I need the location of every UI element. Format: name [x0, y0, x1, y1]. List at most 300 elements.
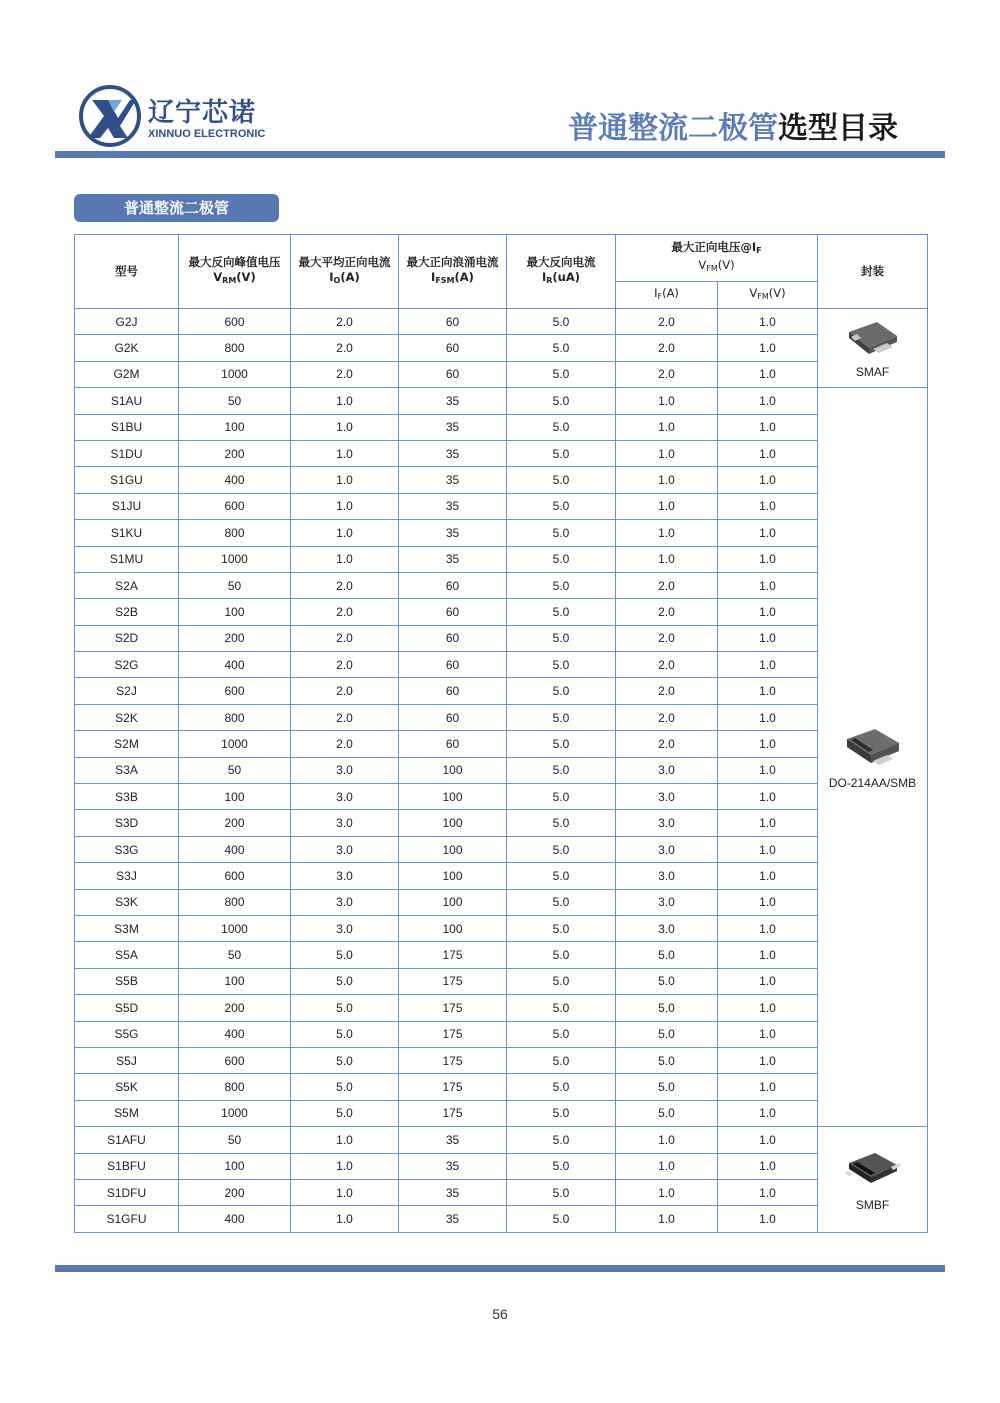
cell-model: S2K — [75, 704, 179, 730]
cell-ifsm: 100 — [399, 863, 507, 889]
header-ir — [507, 235, 616, 309]
cell-io: 3.0 — [291, 836, 399, 862]
cell-io: 2.0 — [291, 309, 399, 335]
table-row — [75, 1100, 928, 1126]
cell-ifsm: 175 — [399, 942, 507, 968]
cell-vrm: 200 — [179, 995, 291, 1021]
cell-model: S3G — [75, 836, 179, 862]
cell-vfm: 1.0 — [718, 678, 818, 704]
table-row — [75, 810, 928, 836]
header-vfm — [718, 282, 818, 309]
cell-io: 2.0 — [291, 704, 399, 730]
cell-vfm: 1.0 — [718, 309, 818, 335]
table-row — [75, 572, 928, 598]
cell-ir: 5.0 — [507, 704, 616, 730]
cell-ifsm: 100 — [399, 915, 507, 941]
header-io — [291, 235, 399, 309]
cell-vrm: 1000 — [179, 361, 291, 387]
cell-ir: 5.0 — [507, 757, 616, 783]
brand-name-en: XINNUO ELECTRONIC — [148, 128, 266, 140]
cell-model: S5A — [75, 942, 179, 968]
cell-if: 3.0 — [616, 863, 718, 889]
header-model: 型号 — [75, 235, 179, 309]
cell-if: 1.0 — [616, 1153, 718, 1179]
cell-ir: 5.0 — [507, 836, 616, 862]
cell-ifsm: 175 — [399, 1021, 507, 1047]
cell-if: 2.0 — [616, 572, 718, 598]
cell-vfm: 1.0 — [718, 915, 818, 941]
table-row — [75, 335, 928, 361]
cell-if: 3.0 — [616, 757, 718, 783]
header-ifsm-label: 最大正向浪涌电流 — [406, 255, 499, 269]
cell-vrm: 1000 — [179, 546, 291, 572]
cell-io: 1.0 — [291, 1153, 399, 1179]
cell-io: 1.0 — [291, 467, 399, 493]
cell-vfm: 1.0 — [718, 889, 818, 915]
header-ifsm-sym: I — [431, 270, 436, 284]
cell-vfm: 1.0 — [718, 731, 818, 757]
cell-vfm: 1.0 — [718, 572, 818, 598]
cell-vfm: 1.0 — [718, 414, 818, 440]
header-vrm-sub: RM — [222, 276, 237, 285]
package-label: SMBF — [855, 1197, 890, 1212]
cell-vrm: 800 — [179, 335, 291, 361]
table-row — [75, 995, 928, 1021]
cell-ifsm: 100 — [399, 810, 507, 836]
cell-ir: 5.0 — [507, 361, 616, 387]
cell-io: 2.0 — [291, 335, 399, 361]
cell-vfm: 1.0 — [718, 784, 818, 810]
cell-if: 2.0 — [616, 361, 718, 387]
cell-vfm: 1.0 — [718, 810, 818, 836]
cell-ifsm: 175 — [399, 1074, 507, 1100]
cell-vfm: 1.0 — [718, 335, 818, 361]
cell-ifsm: 60 — [399, 599, 507, 625]
cell-io: 5.0 — [291, 1021, 399, 1047]
cell-vrm: 50 — [179, 942, 291, 968]
cell-ir: 5.0 — [507, 863, 616, 889]
table-row — [75, 546, 928, 572]
cell-vrm: 800 — [179, 1074, 291, 1100]
cell-if: 5.0 — [616, 1021, 718, 1047]
cell-io: 3.0 — [291, 784, 399, 810]
cell-ifsm: 35 — [399, 520, 507, 546]
header-ifsm-symbol — [399, 270, 506, 288]
cell-vrm: 100 — [179, 414, 291, 440]
catalog-title-suffix: 选型目录 — [778, 111, 898, 146]
cell-model: S1BFU — [75, 1153, 179, 1179]
cell-if: 3.0 — [616, 784, 718, 810]
smaf-package-icon — [818, 318, 927, 361]
table-row — [75, 836, 928, 862]
cell-io: 2.0 — [291, 731, 399, 757]
smb-package-icon — [818, 725, 927, 772]
footer-divider — [55, 1265, 945, 1272]
cell-ir: 5.0 — [507, 520, 616, 546]
cell-ir: 5.0 — [507, 625, 616, 651]
cell-model: S1DU — [75, 440, 179, 466]
cell-io: 2.0 — [291, 625, 399, 651]
cell-model: S1BU — [75, 414, 179, 440]
cell-vfm: 1.0 — [718, 995, 818, 1021]
table-row — [75, 704, 928, 730]
cell-ir: 5.0 — [507, 467, 616, 493]
cell-ir: 5.0 — [507, 1153, 616, 1179]
table-row — [75, 968, 928, 994]
cell-ir: 5.0 — [507, 1179, 616, 1205]
cell-vrm: 600 — [179, 493, 291, 519]
cell-io: 3.0 — [291, 863, 399, 889]
cell-if: 2.0 — [616, 678, 718, 704]
cell-io: 1.0 — [291, 1127, 399, 1153]
cell-ifsm: 60 — [399, 572, 507, 598]
cell-ir: 5.0 — [507, 731, 616, 757]
cell-model: S2J — [75, 678, 179, 704]
cell-model: S3B — [75, 784, 179, 810]
page-number: 56 — [492, 1306, 508, 1322]
cell-if: 3.0 — [616, 889, 718, 915]
header-vrm-sym: V — [213, 270, 223, 284]
cell-vfm: 1.0 — [718, 942, 818, 968]
header-vf-sym: V — [698, 258, 707, 272]
cell-if: 2.0 — [616, 335, 718, 361]
cell-ifsm: 100 — [399, 757, 507, 783]
cell-vfm: 1.0 — [718, 757, 818, 783]
cell-if: 5.0 — [616, 968, 718, 994]
cell-model: S1KU — [75, 520, 179, 546]
cell-vfm: 1.0 — [718, 836, 818, 862]
cell-vrm: 400 — [179, 836, 291, 862]
header-io-unit: (A) — [340, 270, 360, 284]
cell-io: 3.0 — [291, 757, 399, 783]
cell-ir: 5.0 — [507, 388, 616, 414]
cell-ifsm: 60 — [399, 704, 507, 730]
header-vf-unit: (V) — [717, 258, 735, 272]
cell-ir: 5.0 — [507, 889, 616, 915]
table-row — [75, 678, 928, 704]
cell-model: S1GU — [75, 467, 179, 493]
cell-io: 1.0 — [291, 520, 399, 546]
cell-ir: 5.0 — [507, 995, 616, 1021]
cell-io: 1.0 — [291, 546, 399, 572]
cell-if: 1.0 — [616, 546, 718, 572]
header-vf-label-text: 最大正向电压@I — [671, 240, 757, 254]
package-label: SMAF — [855, 364, 890, 379]
smbf-package-icon — [818, 1147, 927, 1194]
header-vrm — [179, 235, 291, 309]
cell-if: 1.0 — [616, 414, 718, 440]
table-row — [75, 1153, 928, 1179]
cell-model: S3J — [75, 863, 179, 889]
header-divider — [55, 151, 945, 158]
cell-model: S5J — [75, 1047, 179, 1073]
header-ir-sub: R — [546, 276, 553, 285]
cell-vrm: 600 — [179, 309, 291, 335]
table-row — [75, 731, 928, 757]
cell-vrm: 800 — [179, 520, 291, 546]
cell-vfm: 1.0 — [718, 1179, 818, 1205]
cell-io: 5.0 — [291, 942, 399, 968]
cell-vfm: 1.0 — [718, 968, 818, 994]
cell-if: 5.0 — [616, 942, 718, 968]
cell-io: 1.0 — [291, 414, 399, 440]
cell-ir: 5.0 — [507, 915, 616, 941]
cell-model: S3A — [75, 757, 179, 783]
cell-ifsm: 35 — [399, 467, 507, 493]
cell-io: 5.0 — [291, 968, 399, 994]
cell-ifsm: 60 — [399, 678, 507, 704]
cell-ifsm: 60 — [399, 335, 507, 361]
cell-if: 2.0 — [616, 625, 718, 651]
cell-ir: 5.0 — [507, 309, 616, 335]
package-cell — [818, 1127, 928, 1233]
cell-model: S5M — [75, 1100, 179, 1126]
cell-if: 1.0 — [616, 467, 718, 493]
cell-model: S3M — [75, 915, 179, 941]
header-ifsm — [399, 235, 507, 309]
table-row — [75, 388, 928, 414]
brand-name-cn: 辽宁芯诺 — [148, 98, 257, 128]
cell-model: G2J — [75, 309, 179, 335]
table-row — [75, 467, 928, 493]
cell-ir: 5.0 — [507, 1047, 616, 1073]
cell-io: 1.0 — [291, 493, 399, 519]
cell-if: 2.0 — [616, 704, 718, 730]
cell-ir: 5.0 — [507, 810, 616, 836]
cell-model: S1DFU — [75, 1179, 179, 1205]
cell-vrm: 50 — [179, 388, 291, 414]
cell-vfm: 1.0 — [718, 1021, 818, 1047]
cell-vfm: 1.0 — [718, 546, 818, 572]
cell-model: S2D — [75, 625, 179, 651]
cell-io: 1.0 — [291, 1206, 399, 1232]
cell-io: 1.0 — [291, 440, 399, 466]
cell-ir: 5.0 — [507, 1021, 616, 1047]
cell-model: S5K — [75, 1074, 179, 1100]
header-io-label: 最大平均正向电流 — [298, 255, 391, 269]
cell-ifsm: 60 — [399, 652, 507, 678]
cell-io: 3.0 — [291, 889, 399, 915]
cell-ifsm: 175 — [399, 968, 507, 994]
header-io-symbol — [291, 270, 398, 288]
table-row — [75, 493, 928, 519]
cell-ir: 5.0 — [507, 335, 616, 361]
cell-vrm: 600 — [179, 678, 291, 704]
cell-ifsm: 60 — [399, 731, 507, 757]
cell-io: 2.0 — [291, 572, 399, 598]
cell-io: 5.0 — [291, 995, 399, 1021]
header-vrm-label: 最大反向峰值电压 — [188, 255, 281, 269]
cell-vrm: 200 — [179, 810, 291, 836]
cell-vrm: 1000 — [179, 1100, 291, 1126]
cell-io: 2.0 — [291, 678, 399, 704]
header-ir-symbol — [507, 270, 615, 288]
header-io-sub: O — [333, 276, 341, 285]
cell-if: 2.0 — [616, 309, 718, 335]
cell-io: 5.0 — [291, 1047, 399, 1073]
header-vf-label — [616, 240, 817, 258]
cell-vfm: 1.0 — [718, 1127, 818, 1153]
table-row — [75, 1179, 928, 1205]
cell-vrm: 400 — [179, 1206, 291, 1232]
cell-vfm: 1.0 — [718, 467, 818, 493]
package-cell — [818, 309, 928, 388]
cell-ifsm: 175 — [399, 1047, 507, 1073]
cell-model: S2A — [75, 572, 179, 598]
table-row — [75, 309, 928, 335]
table-row — [75, 625, 928, 651]
cell-vfm: 1.0 — [718, 493, 818, 519]
cell-model: G2M — [75, 361, 179, 387]
header-ir-label: 最大反向电流 — [526, 255, 596, 269]
cell-vrm: 50 — [179, 572, 291, 598]
cell-vrm: 600 — [179, 1047, 291, 1073]
cell-vfm: 1.0 — [718, 1153, 818, 1179]
cell-ifsm: 100 — [399, 836, 507, 862]
cell-vfm: 1.0 — [718, 361, 818, 387]
cell-if: 1.0 — [616, 520, 718, 546]
cell-vfm: 1.0 — [718, 625, 818, 651]
cell-io: 5.0 — [291, 1074, 399, 1100]
header-vfm-sub: FM — [757, 292, 769, 301]
header-ifsm-sub: FSM — [435, 276, 455, 285]
cell-vrm: 800 — [179, 889, 291, 915]
table-row — [75, 414, 928, 440]
cell-ifsm: 35 — [399, 493, 507, 519]
cell-vfm: 1.0 — [718, 704, 818, 730]
cell-ifsm: 60 — [399, 625, 507, 651]
cell-vrm: 1000 — [179, 915, 291, 941]
cell-model: S5B — [75, 968, 179, 994]
cell-vrm: 1000 — [179, 731, 291, 757]
table-row — [75, 1021, 928, 1047]
cell-model: S2B — [75, 599, 179, 625]
cell-model: S2M — [75, 731, 179, 757]
cell-ifsm: 35 — [399, 1153, 507, 1179]
cell-vfm: 1.0 — [718, 1047, 818, 1073]
cell-vrm: 50 — [179, 1127, 291, 1153]
cell-ifsm: 60 — [399, 309, 507, 335]
cell-model: S1AFU — [75, 1127, 179, 1153]
cell-ifsm: 175 — [399, 995, 507, 1021]
cell-vfm: 1.0 — [718, 1100, 818, 1126]
cell-vfm: 1.0 — [718, 388, 818, 414]
header-if-sub: F — [657, 292, 663, 301]
cell-if: 5.0 — [616, 995, 718, 1021]
cell-vfm: 1.0 — [718, 1074, 818, 1100]
cell-ifsm: 35 — [399, 1206, 507, 1232]
cell-if: 2.0 — [616, 731, 718, 757]
cell-vfm: 1.0 — [718, 599, 818, 625]
cell-model: S2G — [75, 652, 179, 678]
table-row — [75, 915, 928, 941]
cell-vrm: 100 — [179, 599, 291, 625]
cell-if: 1.0 — [616, 440, 718, 466]
cell-if: 3.0 — [616, 915, 718, 941]
cell-io: 5.0 — [291, 1100, 399, 1126]
cell-ir: 5.0 — [507, 678, 616, 704]
cell-model: S5G — [75, 1021, 179, 1047]
cell-vrm: 50 — [179, 757, 291, 783]
cell-model: S1AU — [75, 388, 179, 414]
cell-ifsm: 35 — [399, 388, 507, 414]
cell-io: 2.0 — [291, 361, 399, 387]
table-row — [75, 599, 928, 625]
cell-vfm: 1.0 — [718, 863, 818, 889]
cell-vfm: 1.0 — [718, 1206, 818, 1232]
cell-vrm: 400 — [179, 652, 291, 678]
header-ir-unit: (uA) — [552, 270, 581, 284]
table-row — [75, 652, 928, 678]
header-vfm-unit: (V) — [768, 286, 786, 300]
cell-ir: 5.0 — [507, 414, 616, 440]
cell-vrm: 200 — [179, 440, 291, 466]
table-row — [75, 863, 928, 889]
cell-ir: 5.0 — [507, 1206, 616, 1232]
package-label: DO-214AA/SMB — [828, 775, 917, 790]
cell-io: 2.0 — [291, 599, 399, 625]
cell-vrm: 800 — [179, 704, 291, 730]
header-io-sym: I — [329, 270, 334, 284]
table-row — [75, 889, 928, 915]
cell-ir: 5.0 — [507, 1100, 616, 1126]
cell-model: S1MU — [75, 546, 179, 572]
cell-io: 3.0 — [291, 915, 399, 941]
cell-model: G2K — [75, 335, 179, 361]
xinnuo-logo-icon — [78, 84, 142, 148]
cell-io: 2.0 — [291, 652, 399, 678]
cell-vrm: 400 — [179, 467, 291, 493]
cell-ifsm: 60 — [399, 361, 507, 387]
cell-model: S1JU — [75, 493, 179, 519]
cell-if: 3.0 — [616, 810, 718, 836]
header-vf-label-sub: F — [756, 246, 762, 255]
cell-ifsm: 35 — [399, 440, 507, 466]
header-if-unit: (A) — [662, 286, 679, 300]
catalog-title-category: 普通整流二极管 — [568, 111, 778, 146]
cell-vrm: 200 — [179, 625, 291, 651]
table-row — [75, 757, 928, 783]
cell-if: 5.0 — [616, 1100, 718, 1126]
cell-vfm: 1.0 — [718, 652, 818, 678]
cell-ir: 5.0 — [507, 1127, 616, 1153]
cell-ir: 5.0 — [507, 599, 616, 625]
header-vf-symbol — [616, 258, 817, 276]
cell-if: 3.0 — [616, 836, 718, 862]
cell-ir: 5.0 — [507, 440, 616, 466]
cell-vrm: 200 — [179, 1179, 291, 1205]
cell-ifsm: 175 — [399, 1100, 507, 1126]
cell-if: 1.0 — [616, 388, 718, 414]
cell-ifsm: 100 — [399, 889, 507, 915]
table-row — [75, 1206, 928, 1232]
header-package: 封装 — [818, 235, 928, 309]
header-vf — [616, 235, 818, 282]
cell-model: S3K — [75, 889, 179, 915]
cell-model: S1GFU — [75, 1206, 179, 1232]
cell-ifsm: 35 — [399, 1179, 507, 1205]
table-row — [75, 942, 928, 968]
cell-io: 1.0 — [291, 1179, 399, 1205]
cell-ifsm: 35 — [399, 414, 507, 440]
table-row — [75, 361, 928, 387]
spec-table-body — [75, 309, 928, 1233]
cell-vrm: 400 — [179, 1021, 291, 1047]
header-vrm-unit: (V) — [236, 270, 256, 284]
cell-if: 1.0 — [616, 1127, 718, 1153]
cell-model: S3D — [75, 810, 179, 836]
cell-model: S5D — [75, 995, 179, 1021]
